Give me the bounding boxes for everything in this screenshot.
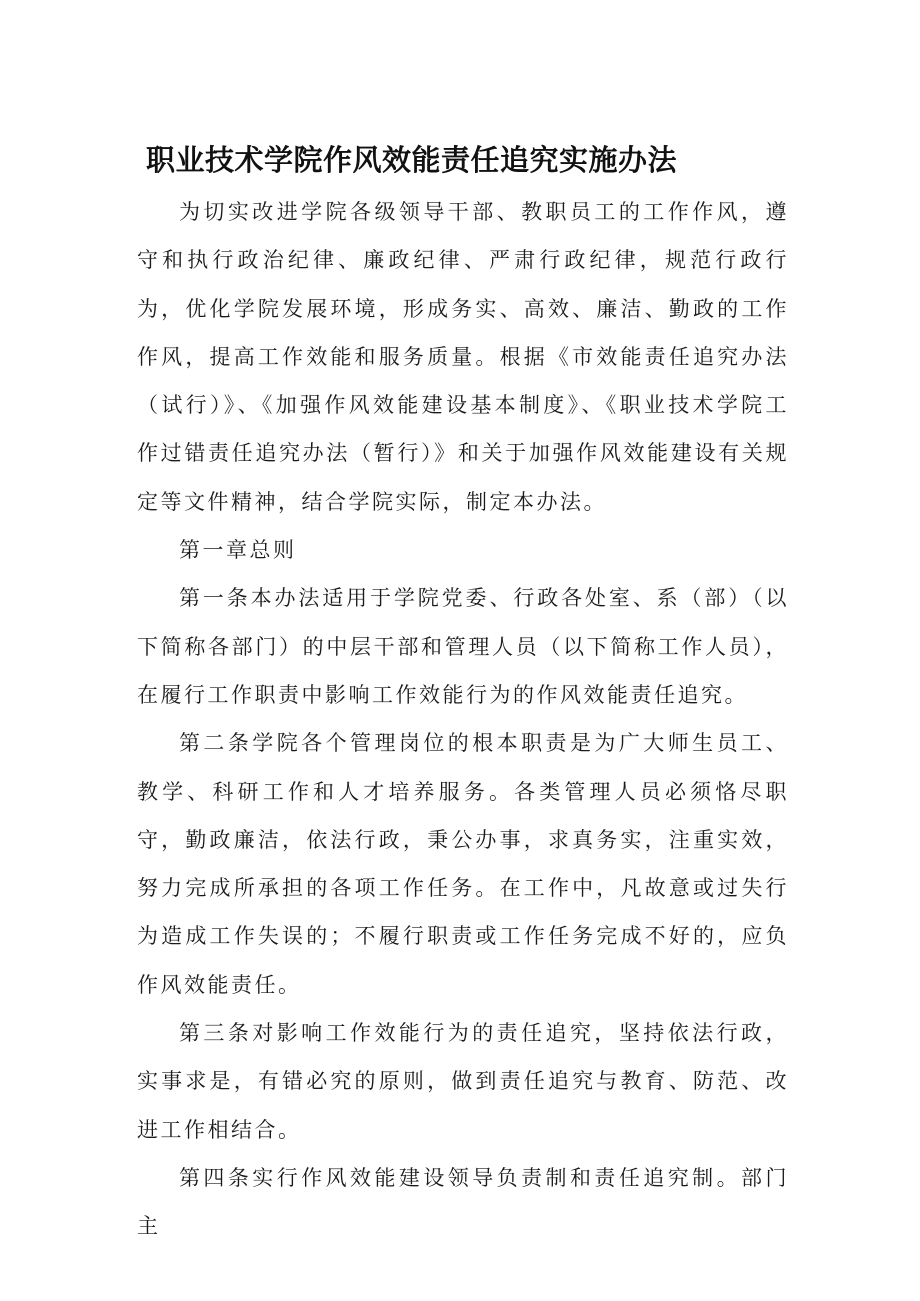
- paragraph-preamble: 为切实改进学院各级领导干部、教职员工的工作作风，遵守和执行政治纪律、廉政纪律、严肃行政纪律，规范行政行为，优化学院发展环境，形成务实、高效、廉洁、勤政的工作作风，提高工作效能和服务质量。根据《市效能责任追究办法（试行）》、《加强作风效能建设基本制度》、《职业技术学院工作过错责任追究办法（暂行）》和关于加强作风效能建设有关规定等文件精神，结合学院实际，制定本办法。: [137, 200, 789, 514]
- article-4: 第四条实行作风效能建设领导负责制和责任追究制。部门主: [137, 1165, 789, 1239]
- article-1: 第一条本办法适用于学院党委、行政各处室、系（部）（以下简称各部门）的中层干部和管理人员（以下简称工作人员），在履行工作职责中影响工作效能行为的作风效能责任追究。: [137, 586, 789, 707]
- chapter-heading: 第一章总则: [179, 538, 297, 563]
- document-body: [137, 188, 789, 1251]
- article-2: 第二条学院各个管理岗位的根本职责是为广大师生员工、教学、科研工作和人才培养服务。各类管理人员必须恪尽职守，勤政廉洁，依法行政，秉公办事，求真务实，注重实效，努力完成所承担的各项工作任务。在工作中，凡故意或过失行为造成工作失误的；不履行职责或工作任务完成不好的，应负作风效能责任。: [137, 731, 789, 997]
- article-3: 第三条对影响工作效能行为的责任追究，坚持依法行政，实事求是，有错必究的原则，做到责任追究与教育、防范、改进工作相结合。: [137, 1021, 789, 1142]
- document-title: 职业技术学院作风效能责任追究实施办法: [146, 143, 678, 177]
